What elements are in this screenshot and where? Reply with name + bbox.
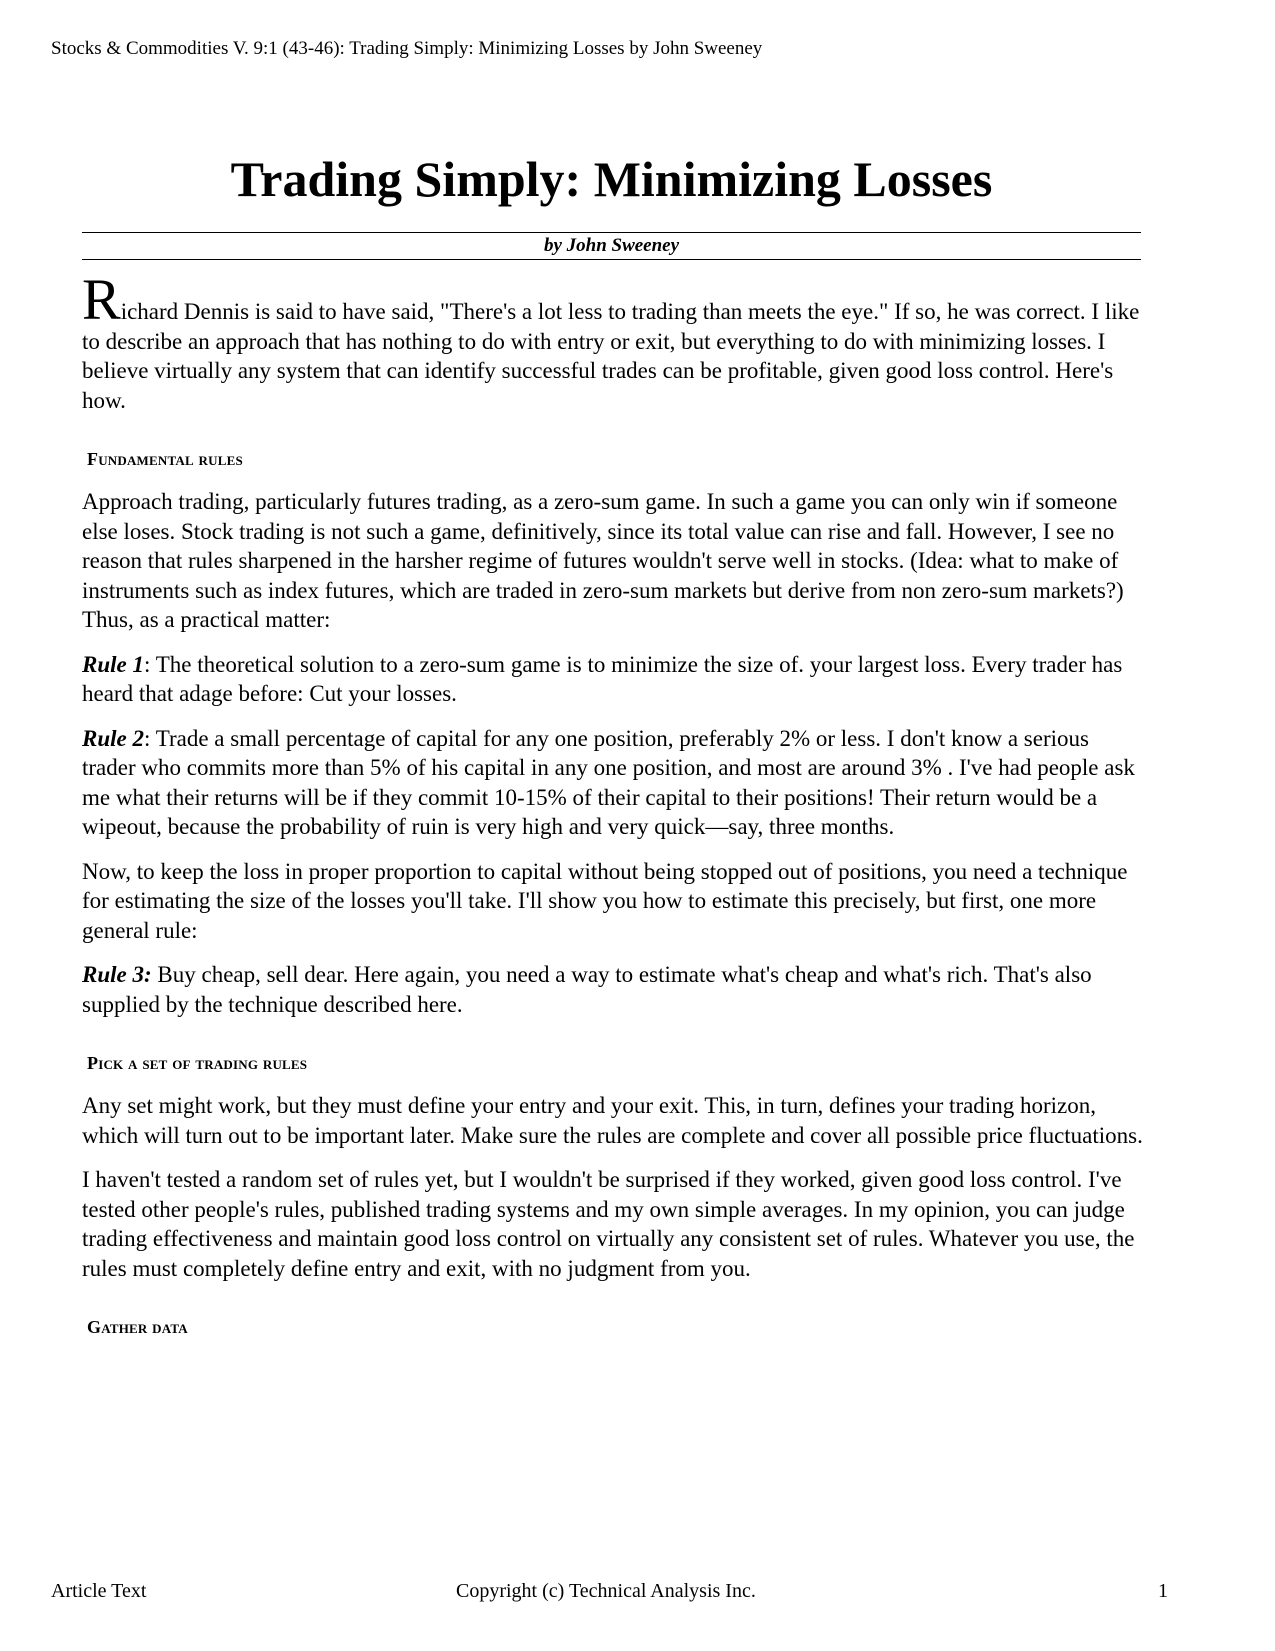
rule-3-text: Buy cheap, sell dear. Here again, you need a way to estimate what's cheap and what's rich. That's also supplied by the technique described here. — [82, 962, 1092, 1017]
paragraph: Any set might work, but they must define your entry and your exit. This, in turn, defines your trading horizon, which will turn out to be important later. Make sure the rules are complete and cover all possible price fluctuations. — [82, 1093, 1143, 1148]
paragraph: Now, to keep the loss in proper proportion to capital without being stopped out of positions, you need a technique for estimating the size of the losses you'll take. I'll show you how to estimate this precisely, but first, one more general rule: — [82, 858, 1128, 943]
rule-2-paragraph — [82, 724, 1147, 842]
paragraph: Approach trading, particularly futures trading, as a zero-sum game. In such a game you can only win if someone else loses. Stock trading is not such a game, definitively, since its total value can rise and fall. However, I see no reason that rules sharpened in the harsher regime of futures wouldn't serve well in stocks. (Idea: what to make of instruments such as index futures, which are traded in zero-sum markets but derive from non zero-sum markets?) Thus, as a practical matter: — [82, 489, 1124, 632]
rule-2-label: Rule 2 — [82, 725, 144, 751]
intro-paragraph — [82, 267, 1147, 415]
article-body — [82, 267, 1147, 1355]
rule-1-label: Rule 1 — [82, 651, 144, 677]
rule-2-text: : Trade a small percentage of capital for any one position, preferably 2% or less. I don't know a serious trader who commits more than 5% of his capital in any one position, and most are around 3% . I've had people ask me what their returns will be if they commit 10-15% of their capital to their positions! Their return would be a wipeout, because the probability of ruin is very high and very quick—say, three months. — [82, 725, 1135, 839]
drop-cap: R — [82, 267, 121, 332]
section-heading-gather-data: Gather data — [87, 1317, 188, 1337]
rule-3-paragraph — [82, 960, 1147, 1019]
title-divider-top — [82, 232, 1141, 233]
footer-label: Article Text — [51, 1580, 147, 1602]
rule-3-label: Rule 3: — [82, 962, 152, 987]
intro-text: ichard Dennis is said to have said, "There's a lot less to trading than meets the eye." If so, he was correct. I like to describe an approach that has nothing to do with entry or exit, but everything to do with minimizing losses. I believe virtually any system that can identify successful trades can be profitable, given good loss control. Here's how. — [82, 299, 1140, 413]
section-heading-fundamental-rules: Fundamental rules — [87, 449, 243, 469]
paragraph: I haven't tested a random set of rules yet, but I wouldn't be surprised if they worked, given good loss control. I've tested other people's rules, published trading systems and my own simple averages. In my opinion, you can judge trading effectiveness and maintain good loss control on virtually any consistent set of rules. Whatever you use, the rules must completely define entry and exit, with no judgment from you. — [82, 1167, 1135, 1281]
rule-1-paragraph — [82, 650, 1147, 709]
running-header: Stocks & Commodities V. 9:1 (43-46): Trading Simply: Minimizing Losses by John Sweeney — [51, 38, 763, 59]
page-number: 1 — [1158, 1580, 1168, 1602]
rule-1-text: : The theoretical solution to a zero-sum game is to minimize the size of. your largest loss. Every trader has heard that adage before: Cut your losses. — [82, 651, 1123, 706]
title-divider-bottom — [82, 259, 1141, 260]
article-title: Trading Simply: Minimizing Losses — [230, 151, 993, 207]
footer-copyright: Copyright (c) Technical Analysis Inc. — [456, 1580, 756, 1602]
byline: by John Sweeney — [543, 235, 680, 256]
section-heading-trading-rules: Pick a set of trading rules — [87, 1053, 308, 1073]
